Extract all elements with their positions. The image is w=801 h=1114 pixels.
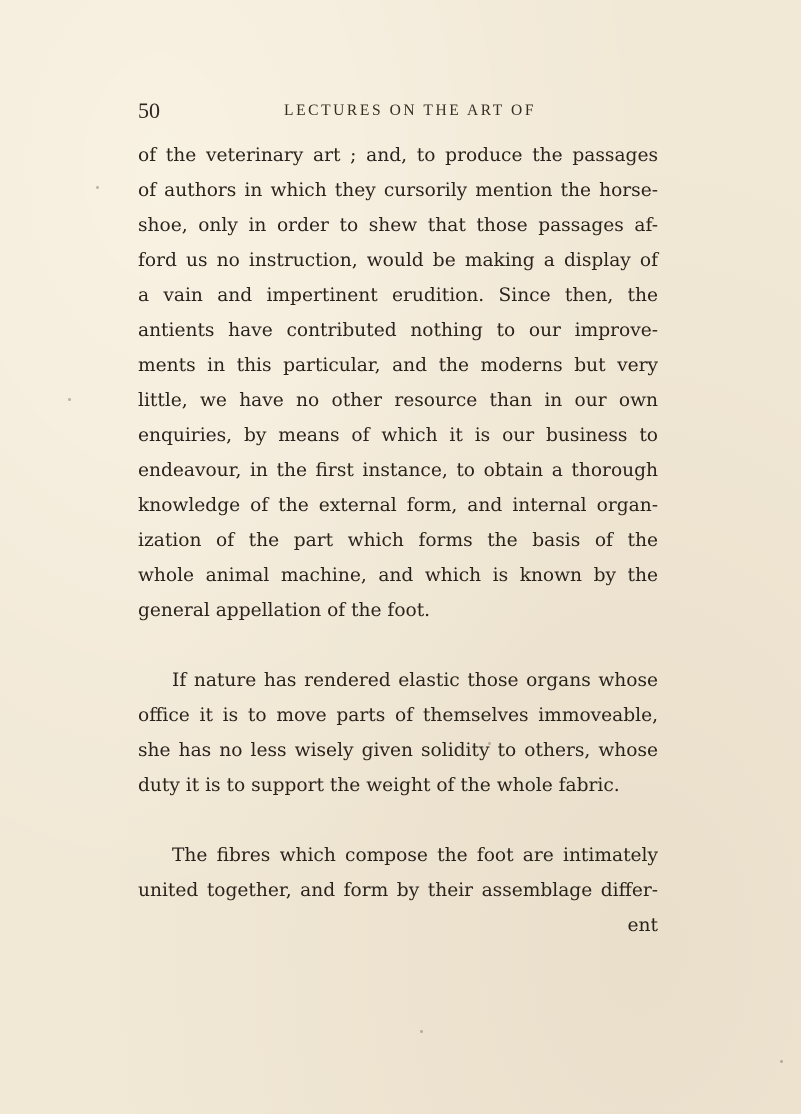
text-line: a vain and impertinent erudition. Since then, the [138, 285, 658, 306]
text-line: she has no less wisely given solidity to others, whose [138, 740, 658, 761]
page-number: 50 [138, 98, 160, 123]
text-line: ments in this particular, and the moderns but very [138, 355, 658, 376]
text-line: If nature has rendered elastic those organs whose [172, 670, 658, 691]
text-line: whole animal machine, and which is known by the [138, 565, 658, 586]
text-line: united together, and form by their assemblage differ- [138, 880, 658, 901]
paragraph-2 [138, 663, 658, 803]
paper-speck [488, 742, 491, 745]
text-line: general appellation of the foot. [138, 600, 431, 621]
catchword: ent [627, 915, 658, 936]
page-header [138, 98, 658, 126]
paper-speck [68, 398, 71, 401]
running-title: LECTURES ON THE ART OF [284, 102, 537, 119]
paragraph-3 [138, 838, 658, 908]
paper-speck [420, 1030, 423, 1033]
text-line: of the veterinary art ; and, to produce the passages [138, 145, 658, 166]
text-line: ford us no instruction, would be making a display of [138, 250, 658, 271]
text-line: shoe, only in order to shew that those passages af- [138, 215, 658, 236]
text-line: knowledge of the external form, and internal organ- [138, 495, 658, 516]
text-line: The fibres which compose the foot are intimately [172, 845, 658, 866]
text-line: antients have contributed nothing to our improve- [138, 320, 658, 341]
paragraph-gap [138, 628, 658, 663]
paragraph-gap [138, 803, 658, 838]
text-line: ization of the part which forms the basis of the [138, 530, 658, 551]
text-line: office it is to move parts of themselves immoveable, [138, 705, 658, 726]
body-text [138, 138, 658, 943]
paper-speck [96, 186, 99, 189]
paper-speck [780, 1060, 783, 1063]
text-line: of authors in which they cursorily mention the horse- [138, 180, 658, 201]
text-line: endeavour, in the first instance, to obtain a thorough [138, 460, 658, 481]
paragraph-1 [138, 138, 658, 628]
text-line: little, we have no other resource than in our own [138, 390, 658, 411]
text-line: duty it is to support the weight of the whole fabric. [138, 775, 620, 796]
text-line: enquiries, by means of which it is our business to [138, 425, 658, 446]
